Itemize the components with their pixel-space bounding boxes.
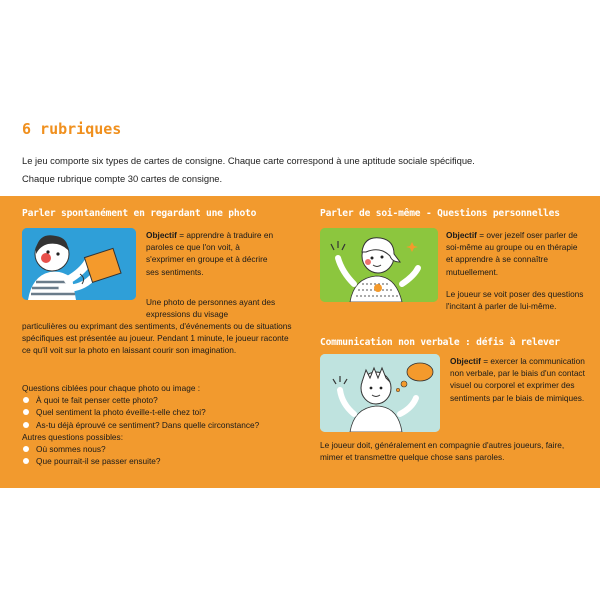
nonverbal-card-illustration [320,354,440,432]
section1-questions [22,382,302,467]
section3-objective-text: = exercer la communication non verbale, par le biais d'un contact visuel ou corporel et exprimer des sentiments par le biais de mimiques. [450,356,585,403]
section3-title: Communication non verbale : défis à relever [320,337,560,348]
section2-objective-label: Objectif [446,230,477,240]
list-item: Quel sentiment la photo éveille-t-elle chez toi? [22,406,302,418]
section3-objective-label: Objectif [450,356,481,366]
section1-objective-text: = apprendre à traduire en paroles ce que l'on voit, à s'exprimer en groupe et à décrire ses sentiments. [146,230,274,277]
section3-para: Le joueur doit, généralement en compagnie d'autres joueurs, faire, mimer et transmettre quelque chose sans paroles. [320,440,565,463]
questions-title: Questions ciblées pour chaque photo ou image : [22,383,201,393]
questions-list [22,394,302,431]
list-item: As-tu déjà éprouvé ce sentiment? Dans quelle circonstance? [22,419,302,431]
page-heading: 6 rubriques [22,120,122,138]
intro-line-1: Le jeu comporte six types de cartes de consigne. Chaque carte correspond à une aptitude sociale spécifique. [22,155,475,166]
intro-text [22,152,582,188]
section2-objective [446,229,586,278]
section2-title: Parler de soi-même - Questions personnelles [320,208,560,219]
orange-panel [0,196,600,488]
personal-card-illustration [320,228,438,302]
section2-para: Le joueur se voit poser des questions l'incitant à parler de lui-même. [446,289,584,312]
section1-para1-start: Une photo de personnes ayant des expressions du visage [146,297,276,320]
list-item: À quoi te fait penser cette photo? [22,394,302,406]
thinking-boy-icon [320,354,440,432]
list-item: Que pourrait-il se passer ensuite? [22,455,302,467]
section1-objective [146,229,280,278]
other-questions-list [22,443,302,467]
section1-objective-label: Objectif [146,230,177,240]
waving-girl-icon [320,228,438,302]
section3-objective [450,355,588,404]
section1-title: Parler spontanément en regardant une photo [22,208,257,219]
photo-card-illustration [22,228,136,300]
section2-objective-text: = over jezelf oser parler de soi-même au groupe ou en thérapie et apprendre à se connaître mutuellement. [446,230,578,277]
intro-line-2: Chaque rubrique compte 30 cartes de consigne. [22,173,223,184]
other-questions-title: Autres questions possibles: [22,431,124,442]
list-item: Où sommes nous? [22,443,302,455]
section1-para1-rest: particulières ou exprimant des sentiments, d'événements ou de situations spécifiques est présentée au joueur. Pendant 1 minute, le joueur raconte ce qu'il voit sur la photo en laissant courir son imagination. [22,321,292,356]
person-holding-photo-icon [22,228,136,300]
